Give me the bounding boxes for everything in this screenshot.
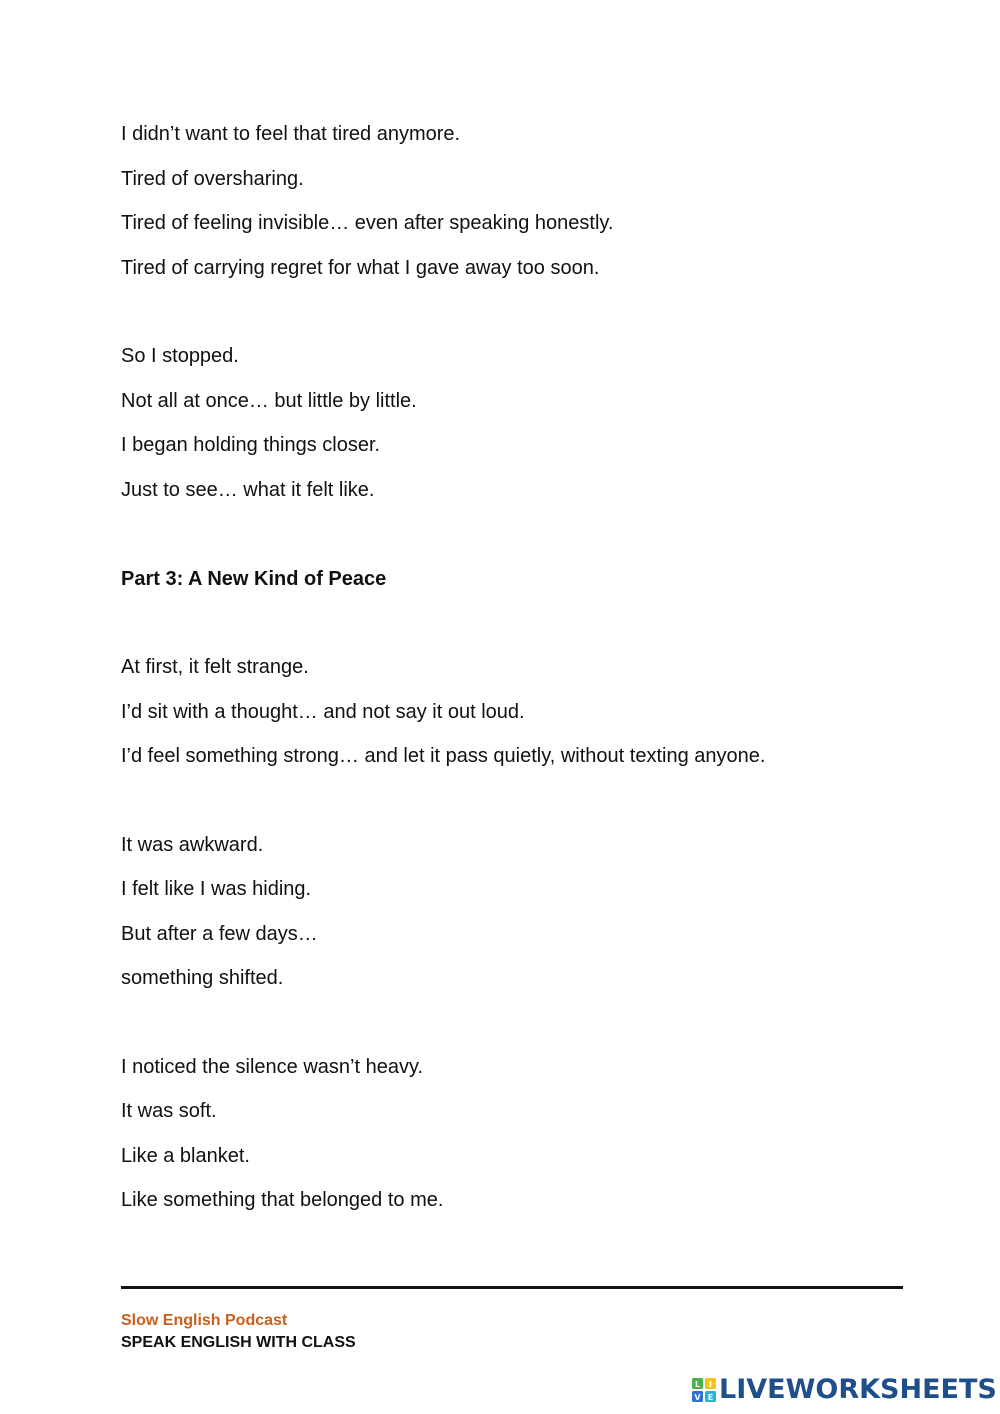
body-line: But after a few days… [121,923,318,945]
logo-letter: V [694,1393,701,1402]
liveworksheets-watermark[interactable] [692,1374,997,1406]
body-line: Tired of oversharing. [121,168,304,190]
logo-letter: I [709,1380,712,1389]
body-line: I noticed the silence wasn’t heavy. [121,1056,424,1078]
footer-brand: Slow English Podcast [121,1312,288,1329]
body-line: I’d feel something strong… and let it pass quietly, without texting anyone. [121,745,766,767]
liveworksheets-logo-icon [692,1378,716,1402]
body-line: At first, it felt strange. [121,656,309,678]
section-heading: Part 3: A New Kind of Peace [121,568,387,590]
body-line: something shifted. [121,967,284,989]
body-line: Not all at once… but little by little. [121,390,417,412]
logo-letter: E [707,1393,714,1402]
logo-letter: L [694,1380,701,1389]
body-line: I’d sit with a thought… and not say it out loud. [121,701,525,723]
body-line: It was awkward. [121,834,264,856]
body-line: I didn’t want to feel that tired anymore. [121,123,461,145]
liveworksheets-wordmark: LIVEWORKSHEETS [719,1374,997,1405]
body-line: Just to see… what it felt like. [121,479,375,501]
footer-divider [121,1286,903,1289]
body-line: Tired of feeling invisible… even after speaking honestly. [121,212,614,234]
footer-tagline: SPEAK ENGLISH WITH CLASS [121,1334,356,1351]
body-line: So I stopped. [121,345,239,367]
body-line: It was soft. [121,1100,217,1122]
body-line: Like something that belonged to me. [121,1189,444,1211]
body-line: I felt like I was hiding. [121,878,312,900]
body-line: Tired of carrying regret for what I gave away too soon. [121,257,600,279]
body-line: Like a blanket. [121,1145,250,1167]
body-line: I began holding things closer. [121,434,381,456]
